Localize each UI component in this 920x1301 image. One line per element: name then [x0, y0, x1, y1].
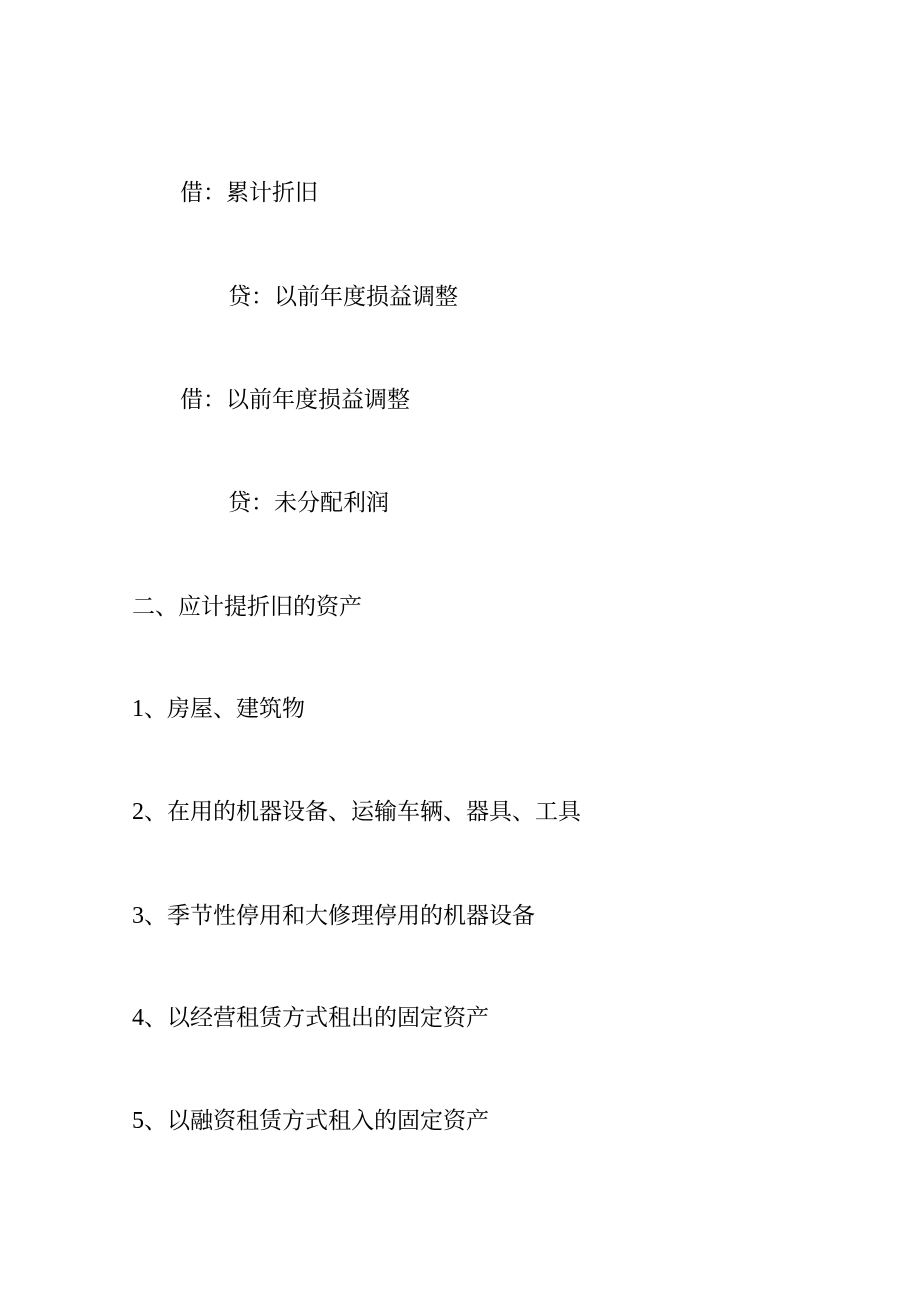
list-item-text: 、在用的机器设备、运输车辆、器具、工具: [144, 799, 581, 825]
list-item-number: 2: [132, 799, 144, 825]
entry-separator: ：: [203, 387, 226, 413]
list-item-text: 、以融资租赁方式租入的固定资产: [144, 1108, 489, 1134]
list-item-number: 4: [132, 1005, 144, 1031]
entry-separator: ：: [251, 490, 274, 516]
list-item-number: 3: [132, 903, 144, 929]
journal-entry-credit-2: [228, 488, 389, 518]
journal-entry-debit-1: [180, 178, 318, 208]
list-item-number: 1: [132, 696, 144, 722]
entry-account: 未分配利润: [274, 490, 389, 516]
list-item: [132, 1106, 489, 1136]
list-item: [132, 1003, 489, 1033]
list-item: [132, 694, 305, 724]
entry-label: 贷: [228, 284, 251, 310]
list-item-text: 、季节性停用和大修理停用的机器设备: [144, 903, 535, 929]
entry-label: 借: [180, 180, 203, 206]
list-item: [132, 797, 581, 827]
entry-account: 以前年度损益调整: [226, 387, 410, 413]
entry-separator: ：: [251, 284, 274, 310]
entry-separator: ：: [203, 180, 226, 206]
section-heading: 二、应计提折旧的资产: [132, 594, 362, 620]
entry-account: 以前年度损益调整: [274, 284, 458, 310]
journal-entry-credit-1: [228, 282, 458, 312]
list-item-text: 、以经营租赁方式租出的固定资产: [144, 1005, 489, 1031]
entry-account: 累计折旧: [226, 180, 318, 206]
entry-label: 借: [180, 387, 203, 413]
list-item-text: 、房屋、建筑物: [144, 696, 305, 722]
entry-label: 贷: [228, 490, 251, 516]
journal-entry-debit-2: [180, 385, 410, 415]
list-item-number: 5: [132, 1108, 144, 1134]
list-item: [132, 901, 535, 931]
